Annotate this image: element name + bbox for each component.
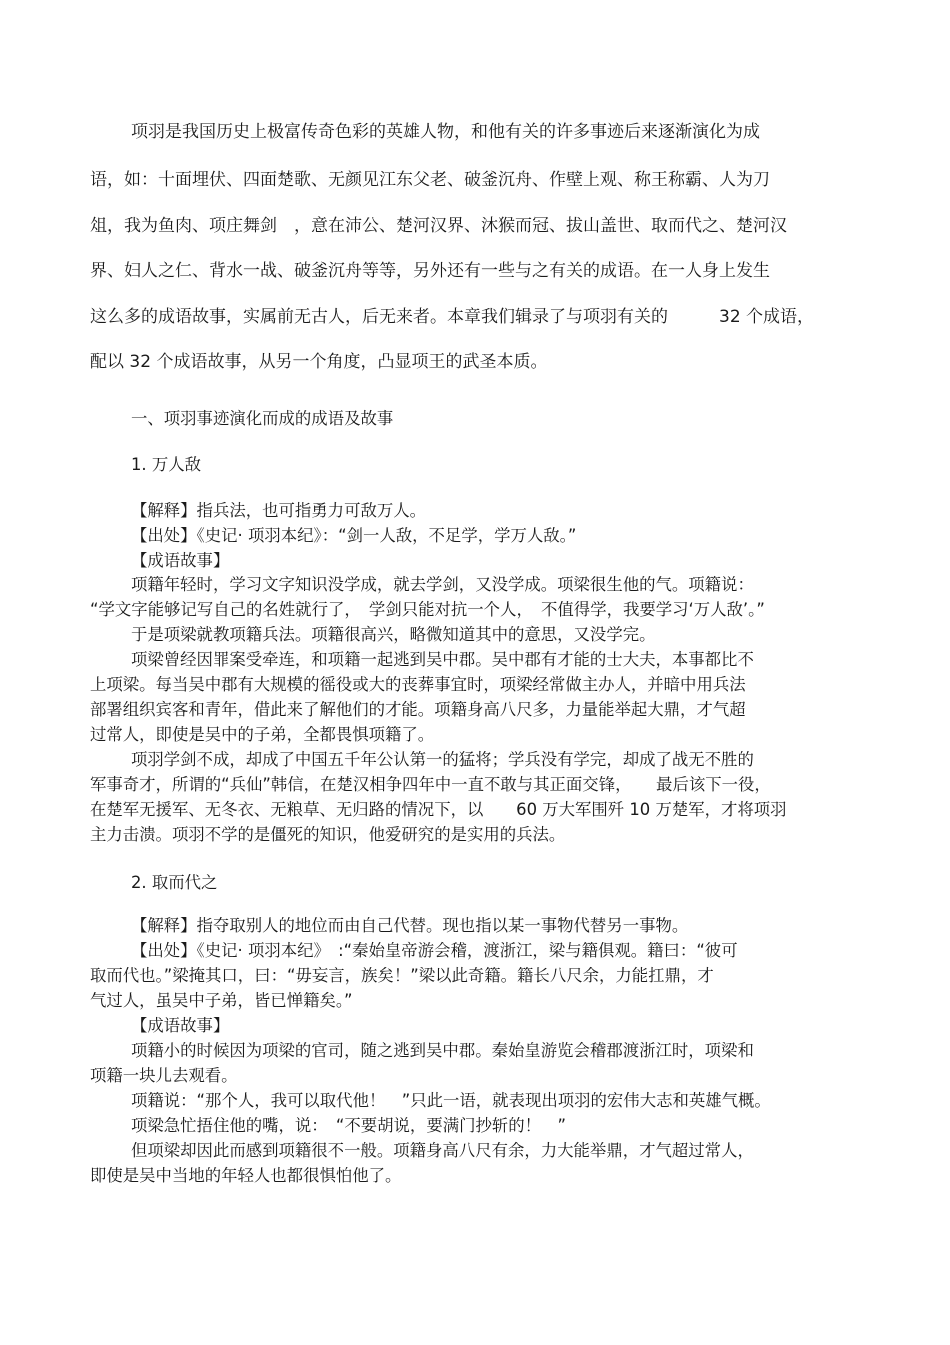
story-line: 项籍说：“那个人，我可以取代他！ ”只此一语，就表现出项羽的宏伟大志和英雄气概。 <box>131 1091 771 1110</box>
section-title: 一、项羽事迹演化而成的成语及故事 <box>131 409 394 428</box>
intro-line: 语，如：十面埋伏、四面楚歌、无颜见江东父老、破釜沉舟、作壁上观、称王称霸、人为刀 <box>90 170 770 190</box>
idiom-source: 【出处】《史记· 项羽本纪》：“剑一人敌，不足学，学万人敌。” <box>131 526 577 545</box>
story-line: 主力击溃。项羽不学的是僵死的知识，他爱研究的是实用的兵法。 <box>90 825 566 844</box>
story-line: 但项梁却因此而感到项籍很不一般。项籍身高八尺有余，力大能举鼎，才气超过常人， <box>131 1141 754 1160</box>
story-line: 在楚军无援军、无冬衣、无粮草、无归路的情况下，以 60 万大军围歼 10 万楚军，才将项羽 <box>90 800 787 819</box>
intro-line: 项羽是我国历史上极富传奇色彩的英雄人物，和他有关的许多事迹后来逐渐演化为成 <box>131 122 760 142</box>
story-line: 军事奇才，所谓的“兵仙”韩信，在楚汉相争四年中一直不敢与其正面交锋， 最后该下一役， <box>90 775 771 794</box>
idiom-story-label: 【成语故事】 <box>131 1016 230 1035</box>
story-line: 即使是吴中当地的年轻人也都很惧怕他了。 <box>90 1166 402 1185</box>
story-line: “学文字能够记写自己的名姓就行了， 学剑只能对抗一个人， 不值得学，我要学习‘万人敌’。” <box>90 600 765 619</box>
idiom-source-cont: 取而代也。”梁掩其口，曰：“毋妄言，族矣！”梁以此奇籍。籍长八尺余，力能扛鼎，才 <box>90 966 714 985</box>
idiom-heading: 2. 取而代之 <box>131 873 218 892</box>
idiom-source: 【出处】《史记· 项羽本纪》 :“秦始皇帝游会稽，渡浙江，梁与籍俱观。籍曰：“彼可 <box>131 941 738 960</box>
story-line: 项籍一块儿去观看。 <box>90 1066 238 1085</box>
idiom-source-cont: 气过人，虽吴中子弟，皆已惮籍矣。” <box>90 991 353 1010</box>
story-line: 项梁急忙捂住他的嘴，说： “不要胡说，要满门抄斩的！ ” <box>131 1116 566 1135</box>
intro-line: 界、妇人之仁、背水一战、破釜沉舟等等，另外还有一些与之有关的成语。在一人身上发生 <box>90 261 770 281</box>
idiom-story-label: 【成语故事】 <box>131 551 230 570</box>
intro-line: 俎，我为鱼肉、项庄舞剑 ，意在沛公、楚河汉界、沐猴而冠、拔山盖世、取而代之、楚河汉 <box>90 216 787 236</box>
story-line: 项羽学剑不成，却成了中国五千年公认第一的猛将；学兵没有学完，却成了战无不胜的 <box>131 750 754 769</box>
story-line: 上项梁。每当吴中郡有大规模的徭役或大的丧葬事宜时，项梁经常做主办人，并暗中用兵法 <box>90 675 746 694</box>
idiom-explanation: 【解释】指兵法，也可指勇力可敌万人。 <box>131 501 427 520</box>
story-line: 于是项梁就教项籍兵法。项籍很高兴，略微知道其中的意思，又没学完。 <box>131 625 656 644</box>
idiom-heading: 1. 万人敌 <box>131 455 202 474</box>
story-line: 部署组织宾客和青年，借此来了解他们的才能。项籍身高八尺多，力量能举起大鼎，才气超 <box>90 700 746 719</box>
story-line: 项籍小的时候因为项梁的官司，随之逃到吴中郡。秦始皇游览会稽郡渡浙江时，项梁和 <box>131 1041 754 1060</box>
intro-line: 这么多的成语故事，实属前无古人，后无来者。本章我们辑录了与项羽有关的 32 个成语， <box>90 307 815 327</box>
intro-line: 配以 32 个成语故事，从另一个角度，凸显项王的武圣本质。 <box>90 352 548 372</box>
story-line: 过常人，即使是吴中的子弟，全都畏惧项籍了。 <box>90 725 435 744</box>
idiom-explanation: 【解释】指夺取别人的地位而由自己代替。现也指以某一事物代替另一事物。 <box>131 916 689 935</box>
story-line: 项籍年轻时，学习文字知识没学成，就去学剑，又没学成。项梁很生他的气。项籍说： <box>131 575 754 594</box>
story-line: 项梁曾经因罪案受牵连，和项籍一起逃到吴中郡。吴中郡有才能的士大夫，本事都比不 <box>131 650 754 669</box>
